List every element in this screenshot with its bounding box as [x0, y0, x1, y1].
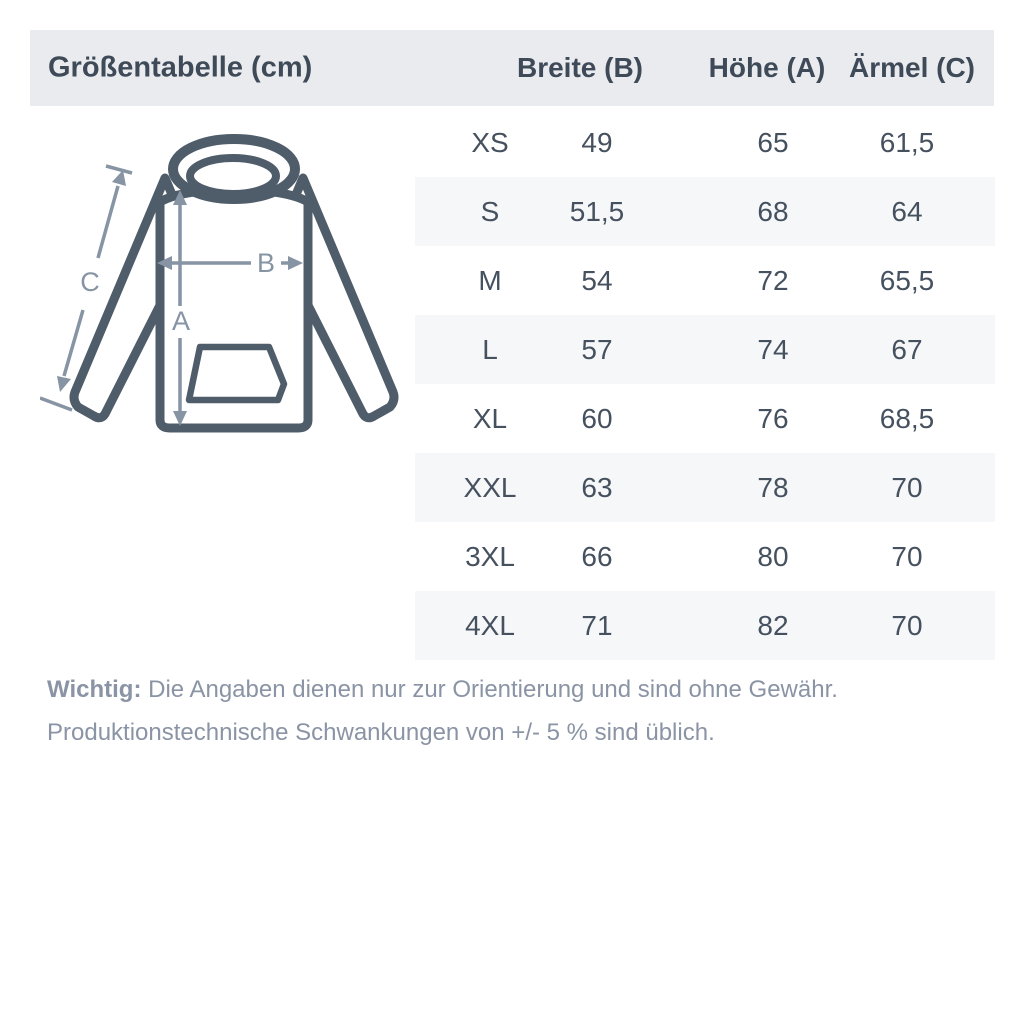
- hoehe-cell: 74: [757, 333, 789, 365]
- breite-cell: 49: [581, 126, 613, 158]
- column-header-breite: Breite (B): [516, 52, 644, 83]
- page-title: Größentabelle (cm): [48, 51, 313, 84]
- table-row: [415, 591, 995, 660]
- hoehe-cell: 65: [757, 126, 789, 158]
- breite-cell: 57: [581, 333, 613, 365]
- hoehe-cell: 80: [757, 540, 789, 572]
- disclaimer-bold: Wichtig:: [47, 676, 142, 703]
- size-chart-header: [30, 30, 994, 106]
- size-cell: XL: [472, 402, 508, 434]
- size-cell: 3XL: [465, 540, 515, 572]
- label-c: C: [80, 267, 100, 297]
- breite-cell: 66: [581, 540, 613, 572]
- breite-cell: 71: [581, 609, 613, 641]
- label-b: B: [256, 248, 276, 278]
- table-row: [415, 522, 995, 591]
- hoehe-cell: 72: [757, 264, 789, 296]
- hoehe-cell: 68: [757, 195, 789, 227]
- table-row: [415, 246, 995, 315]
- size-cell: XXL: [463, 471, 517, 503]
- size-cell: M: [478, 264, 502, 296]
- disclaimer-line-1: [47, 668, 977, 711]
- size-cell: L: [482, 333, 498, 365]
- column-header-aermel: Ärmel (C): [848, 52, 976, 83]
- aermel-cell: 70: [891, 609, 923, 641]
- breite-cell: 60: [581, 402, 613, 434]
- hoehe-cell: 78: [757, 471, 789, 503]
- disclaimer-line-1-text: Die Angaben dienen nur zur Orientierung und sind ohne Gewähr.: [141, 676, 838, 703]
- aermel-cell: 67: [891, 333, 923, 365]
- table-row: [415, 453, 995, 522]
- hoehe-cell: 82: [757, 609, 789, 641]
- size-table-body: [415, 108, 995, 660]
- hoodie-measurement-diagram: [40, 130, 410, 460]
- hoehe-cell: 76: [757, 402, 789, 434]
- hood-inner: [190, 158, 276, 194]
- breite-cell: 63: [581, 471, 613, 503]
- breite-cell: 51,5: [569, 195, 625, 227]
- disclaimer-text: [47, 668, 977, 754]
- disclaimer-line-2: Produktionstechnische Schwankungen von +/- 5 % sind üblich.: [47, 719, 715, 746]
- breite-cell: 54: [581, 264, 613, 296]
- aermel-cell: 68,5: [879, 402, 935, 434]
- table-row: [415, 384, 995, 453]
- aermel-cell: 70: [891, 471, 923, 503]
- aermel-cell: 61,5: [879, 126, 935, 158]
- aermel-cell: 65,5: [879, 264, 935, 296]
- size-cell: 4XL: [465, 609, 515, 641]
- size-cell: S: [480, 195, 500, 227]
- column-header-hoehe: Höhe (A): [708, 52, 826, 83]
- label-a: A: [171, 306, 191, 336]
- table-row: [415, 108, 995, 177]
- aermel-cell: 64: [891, 195, 923, 227]
- aermel-cell: 70: [891, 540, 923, 572]
- size-cell: XS: [471, 126, 509, 158]
- table-row: [415, 315, 995, 384]
- table-row: [415, 177, 995, 246]
